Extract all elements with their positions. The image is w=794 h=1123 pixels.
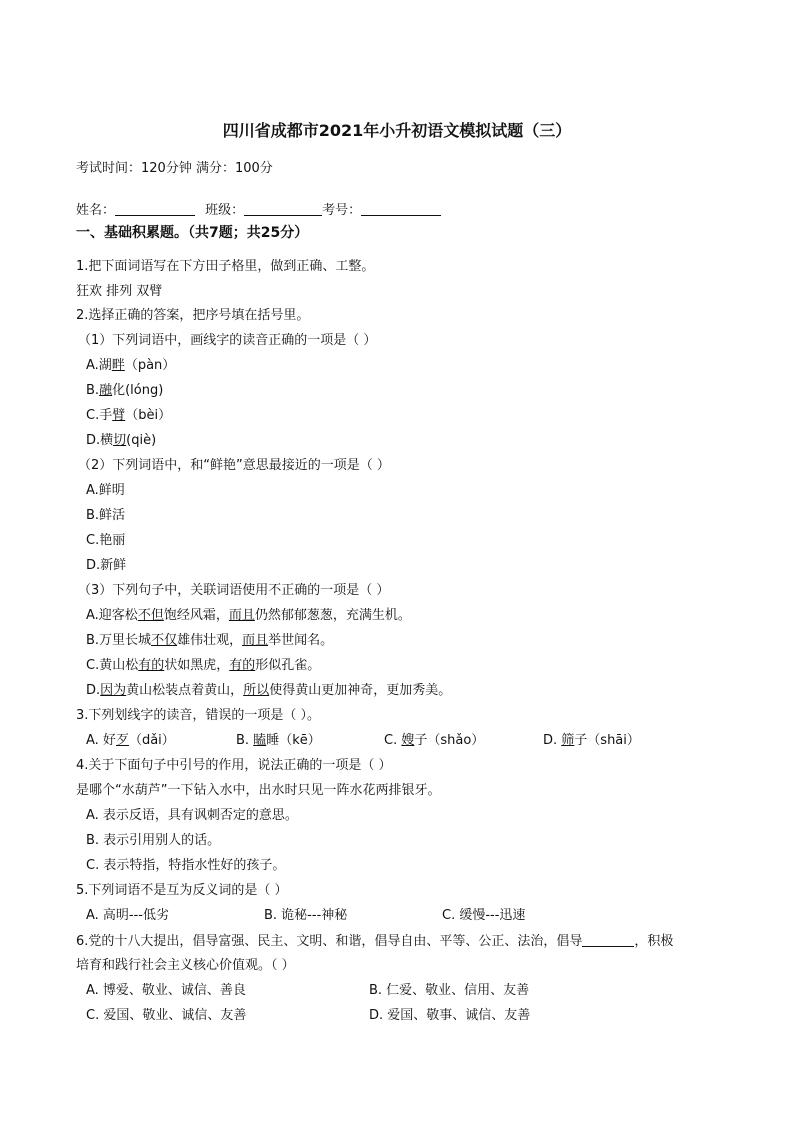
q2-sub2-option-c: C.艳丽: [86, 533, 126, 548]
option-text: B.: [86, 383, 100, 398]
option-text: （dǎi）: [128, 733, 175, 748]
q6-option-d: D. 爱国、敬事、诚信、友善: [369, 1008, 531, 1023]
q3-option-d: [543, 732, 640, 750]
underlined-conjunction: 有的: [138, 658, 165, 673]
underlined-char: 融: [99, 383, 113, 398]
q2-sub2-stem: （2）下列词语中，和“鲜艳”意思最接近的一项是（ ）: [78, 458, 390, 473]
exam-title: 四川省成都市2021年小升初语文模拟试题（三）: [222, 121, 572, 140]
stem-text: 6.党的十八大提出，倡导富强、民主、文明、和谐，倡导自由、平等、公正、法治，倡导: [76, 934, 583, 949]
option-text: 仍然郁郁葱葱，充满生机。: [254, 608, 411, 623]
student-info-row: [76, 201, 441, 220]
q2-stem: 2.选择正确的答案，把序号填在括号里。: [76, 308, 310, 323]
q6-stem-line2: 培育和践行社会主义核心价值观。（ ）: [76, 958, 295, 973]
underlined-conjunction: 有的: [229, 658, 256, 673]
option-text: (qiè): [126, 433, 157, 448]
q3-option-c: [384, 732, 484, 750]
underlined-char: 瞌: [253, 733, 267, 748]
option-text: 饱经风霜，: [163, 608, 229, 623]
q5-option-c: C. 缓慢---迅速: [442, 908, 526, 923]
section-heading: 一、基础积累题。（共7题；共25分）: [76, 225, 309, 241]
class-blank: [244, 201, 322, 216]
underlined-char: 切: [113, 433, 127, 448]
q1-stem: 1.把下面词语写在下方田子格里，做到正确、工整。: [76, 259, 375, 274]
option-text: 雄伟壮观，: [177, 633, 243, 648]
q2-sub2-option-b: B.鲜活: [86, 508, 126, 523]
underlined-conjunction: 而且: [242, 633, 269, 648]
option-text: C.: [384, 733, 402, 748]
option-text: A.湖: [86, 358, 112, 373]
q3-option-b: [236, 732, 321, 750]
q4-option-b: B. 表示引用别人的话。: [86, 833, 221, 848]
number-blank: [361, 201, 441, 216]
q2-sub3-option-b: [86, 632, 333, 650]
option-text: A.迎客松: [86, 608, 138, 623]
option-text: C.手: [86, 408, 113, 423]
option-text: （bèi）: [125, 408, 172, 423]
underlined-conjunction: 因为: [100, 683, 127, 698]
q4-option-c: C. 表示特指，特指水性好的孩子。: [86, 858, 286, 873]
q2-sub1-option-d: [86, 432, 156, 450]
q6-option-c: C. 爱国、敬业、诚信、友善: [86, 1008, 247, 1023]
q5-stem: 5.下列词语不是互为反义词的是（ ）: [76, 883, 288, 898]
option-text: B.万里长城: [86, 633, 152, 648]
option-text: D.横: [86, 433, 114, 448]
q3-stem: 3.下列划线字的读音，错误的一项是（ ）。: [76, 708, 321, 723]
q2-sub1-option-c: [86, 407, 171, 425]
underlined-char: 歹: [115, 733, 129, 748]
underlined-conjunction: 而且: [228, 608, 255, 623]
underlined-char: 筛: [561, 733, 575, 748]
underlined-char: 臂: [112, 408, 126, 423]
q5-option-a: A. 高明---低劣: [86, 908, 170, 923]
q2-sub2-option-d: D.新鲜: [86, 558, 127, 573]
underlined-conjunction: 不仅: [151, 633, 178, 648]
q6-option-a: A. 博爱、敬业、诚信、善良: [86, 983, 246, 998]
q2-sub1-option-a: [86, 357, 175, 375]
option-text: 睡（kē）: [266, 733, 321, 748]
q1-words: 狂欢 排列 双臂: [76, 284, 163, 299]
q2-sub3-option-c: [86, 657, 320, 675]
q5-option-b: B. 诡秘---神秘: [264, 908, 348, 923]
option-text: （pàn）: [124, 358, 176, 373]
underlined-conjunction: 所以: [243, 683, 270, 698]
option-text: D.: [543, 733, 562, 748]
underlined-conjunction: 不但: [137, 608, 164, 623]
option-text: A. 好: [86, 733, 116, 748]
q4-stem: 4.关于下面句子中引号的作用，说法正确的一项是（ ）: [76, 758, 392, 773]
underlined-char: 畔: [111, 358, 125, 373]
option-text: B.: [236, 733, 254, 748]
q2-sub3-option-a: [86, 607, 411, 625]
option-text: 子（shāi）: [574, 733, 640, 748]
name-label: 姓名：: [76, 203, 116, 218]
option-text: D.: [86, 683, 101, 698]
option-text: 黄山松装点着黄山，: [126, 683, 244, 698]
class-label: 班级：: [205, 203, 245, 218]
q2-sub1-option-b: [86, 382, 163, 400]
underlined-char: 嫂: [401, 733, 415, 748]
option-text: 化(lóng): [112, 383, 164, 398]
option-text: C.黄山松: [86, 658, 139, 673]
q4-sentence: 是哪个“水葫芦”一下钻入水中，出水时只见一阵水花两排银牙。: [76, 783, 441, 798]
q2-sub1-stem: （1）下列词语中，画线字的读音正确的一项是（ ）: [78, 333, 377, 348]
q6-stem-line1: [76, 932, 673, 951]
q2-sub3-stem: （3）下列句子中，关联词语使用不正确的一项是（ ）: [78, 583, 390, 598]
option-text: 形似孔雀。: [255, 658, 321, 673]
q6-option-b: B. 仁爱、敬业、信用、友善: [369, 983, 530, 998]
exam-info: 考试时间：120分钟 满分：100分: [76, 161, 273, 176]
q2-sub3-option-d: [86, 682, 451, 700]
option-text: 子（shǎo）: [414, 733, 485, 748]
q2-sub2-option-a: A.鲜明: [86, 483, 125, 498]
name-blank: [115, 201, 195, 216]
number-label: 考号：: [322, 203, 362, 218]
option-text: 举世闻名。: [268, 633, 334, 648]
q4-option-a: A. 表示反语，具有讽刺否定的意思。: [86, 808, 298, 823]
answer-blank: [582, 932, 634, 947]
stem-text: ，积极: [634, 934, 674, 949]
option-text: 使得黄山更加神奇，更加秀美。: [269, 683, 452, 698]
option-text: 状如黑虎，: [164, 658, 230, 673]
q3-option-a: [86, 732, 175, 750]
